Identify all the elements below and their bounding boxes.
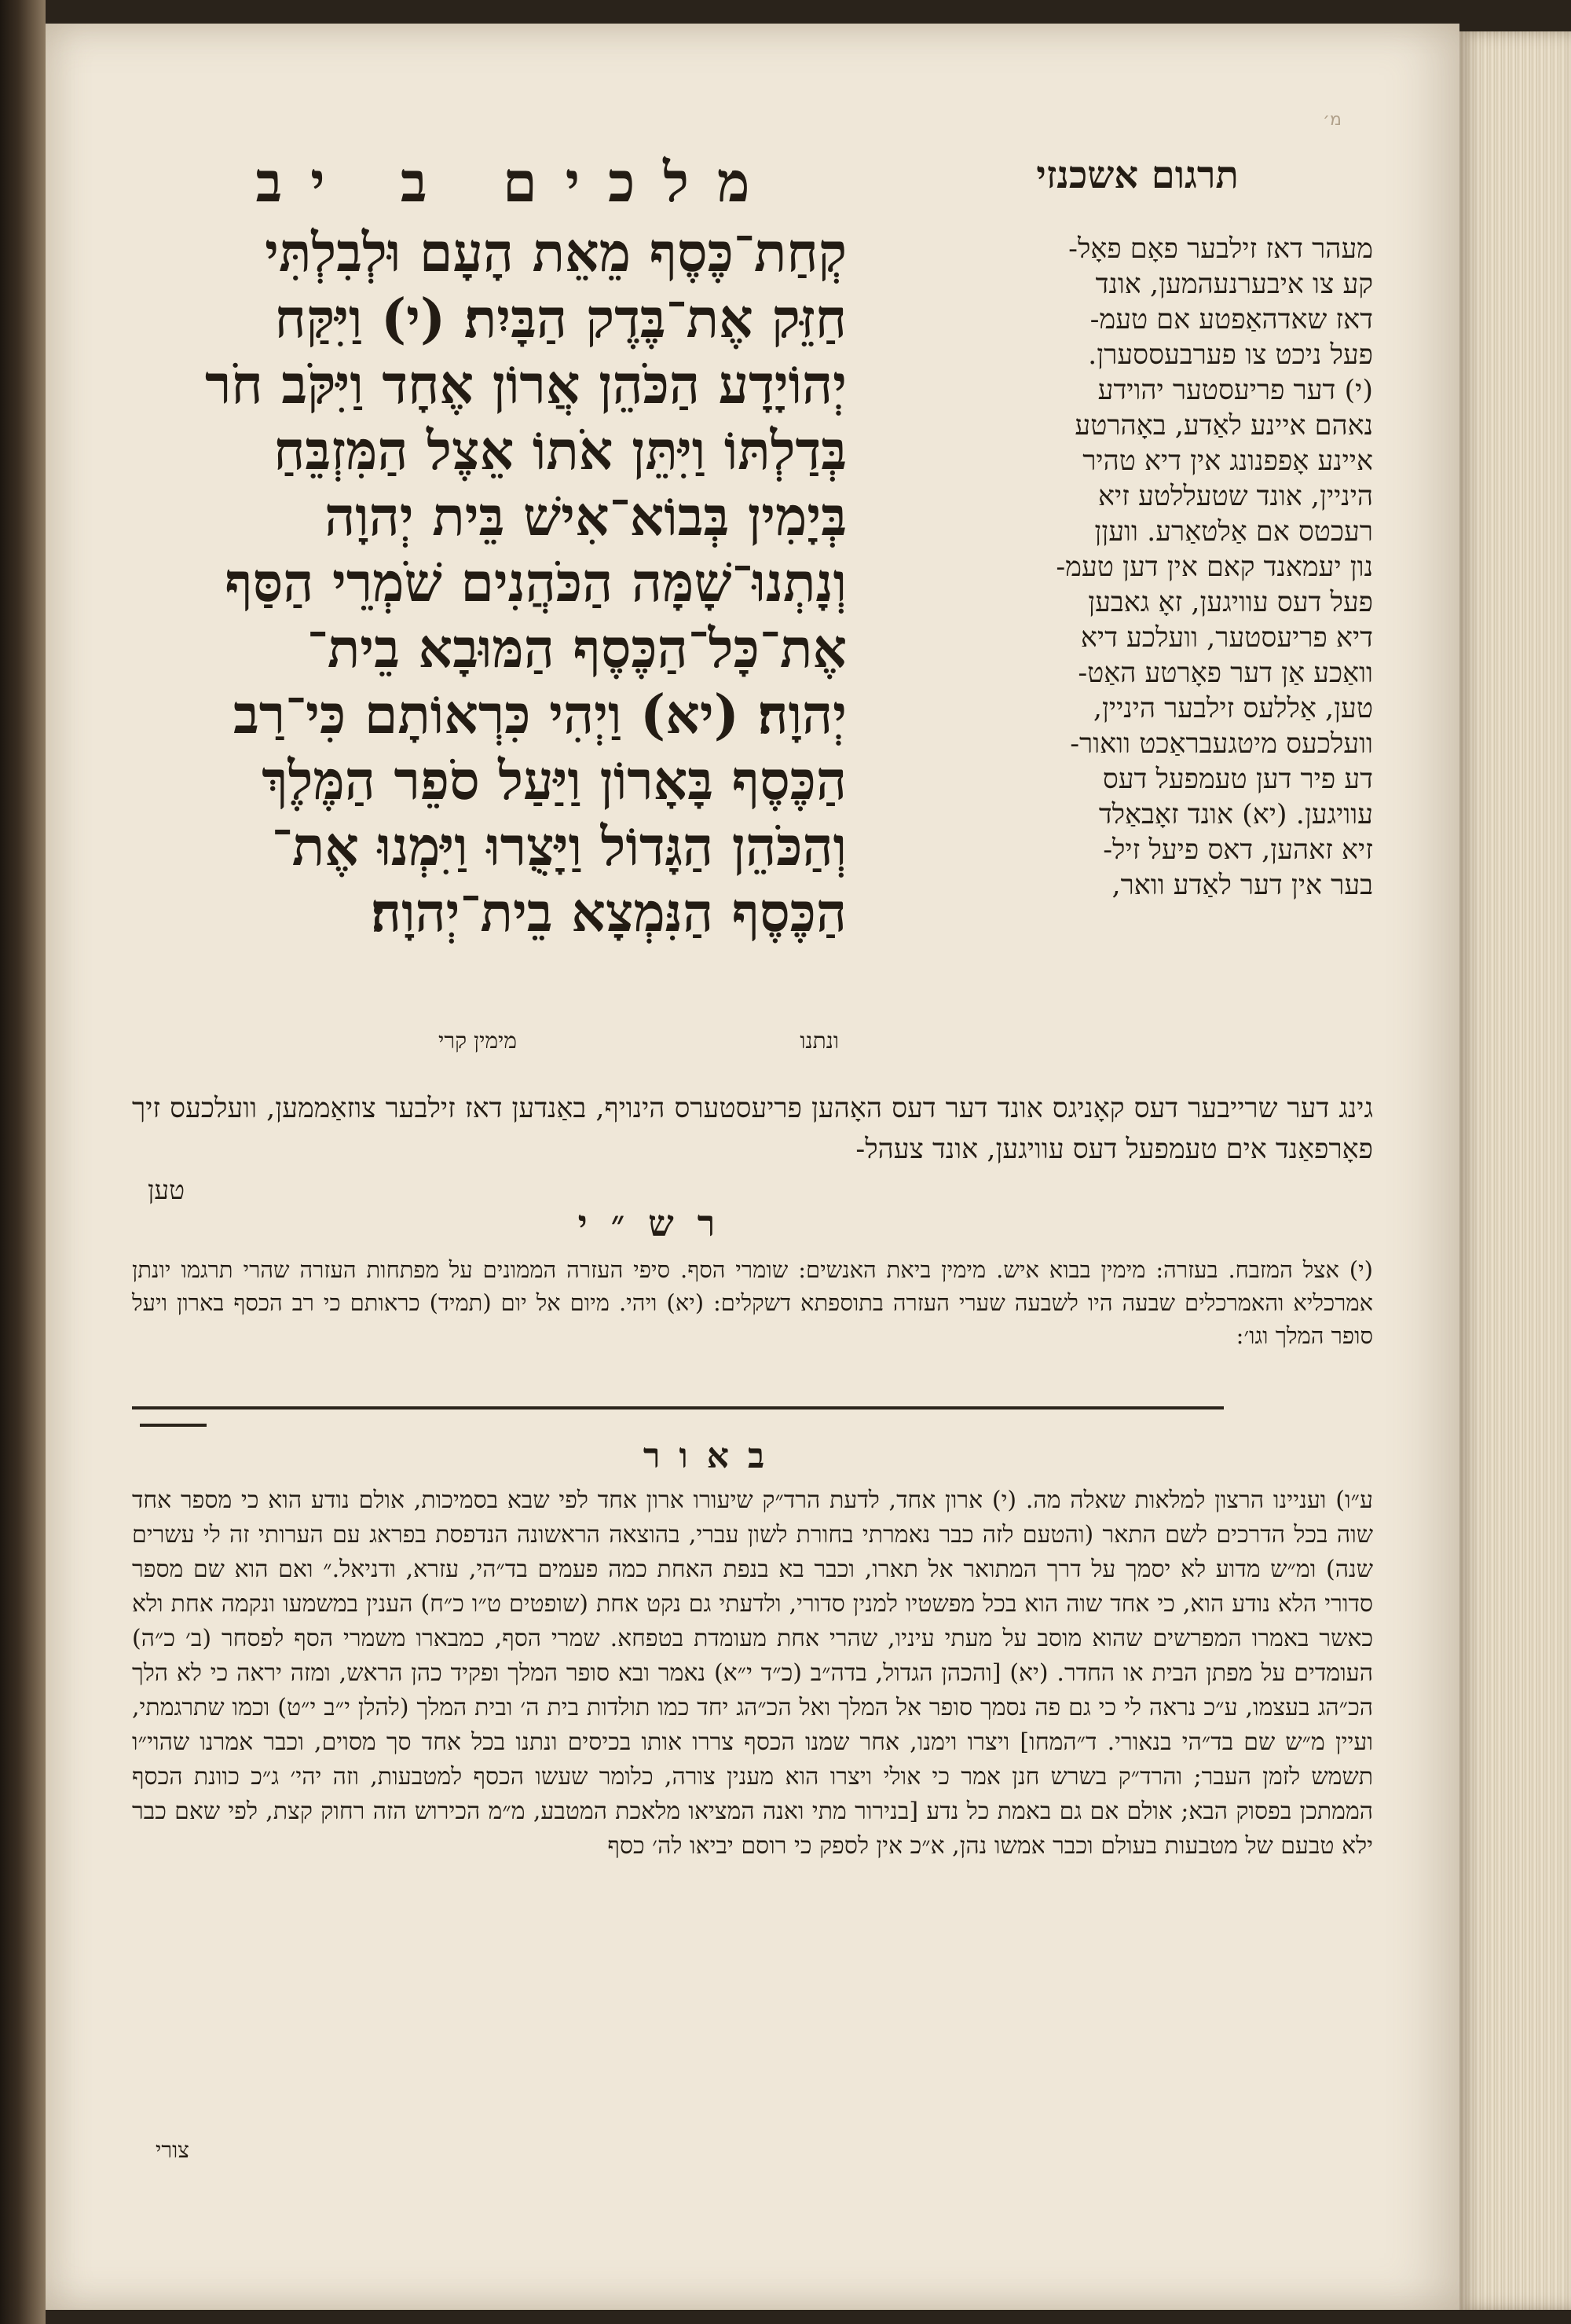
translation-line: איינע אָפפנונג אין דיא טהיר bbox=[1082, 445, 1373, 477]
translation-line: זיא זאהען, דאס פיעל זיל- bbox=[1103, 834, 1373, 866]
scripture-line: וְהַכֹּהֵן הַגָּדוֹל וַיָּצֻרוּ וַיִּמְנוּ אֶת־ bbox=[271, 816, 847, 878]
translation-line: טען, אַללעס זילבער היניין, bbox=[1093, 693, 1373, 724]
translation-line: עוויגען. (יא) אונד זאָבאַלד bbox=[1098, 799, 1373, 830]
yiddish-translation-continuation: גינג דער שרייבער דעס קאָניגס אונד דער דעס האָהען פריעסטערס הינויף, באַנדען דאז זילבער צוזאַממען, וועלכעס זיך פאָרפאַנד אים טעמפעל דעס עוויגען, אונד צעהל- bbox=[132, 1093, 1373, 1165]
translation-line: בער אין דער לאַדע וואר, bbox=[1111, 870, 1373, 901]
yiddish-translation-last-word: טען bbox=[148, 1175, 185, 1205]
translation-line: נון יעמאנד קאם אין דען טעמ- bbox=[1056, 552, 1373, 583]
scripture-line: הַכֶּסֶף הַנִּמְצָא בֵית־יְהוָה׃ bbox=[371, 882, 847, 944]
scripture-line: חַזֵּק אֶת־בֶּדֶק הַבָּיִת׃ (י) וַיִּקַּח bbox=[274, 288, 847, 350]
scripture-line: וְנָתְנוּ־שָׁמָּה הַכֹּהֲנִים שֹׁמְרֵי הַסַּף bbox=[225, 552, 847, 614]
masoretic-note-ketiv: ונתנו bbox=[800, 1028, 839, 1054]
translation-line: דיא פריעסטער, וועלכע דיא bbox=[1080, 622, 1373, 654]
translation-line: פעל דעס עוויגען, זאָ גאבען bbox=[1088, 587, 1373, 618]
translation-line: קע צו איבערנעהמען, אונד bbox=[1095, 269, 1373, 300]
scripture-line: יְהוֹיָדָע הַכֹּהֵן אֲרוֹן אֶחָד וַיִּקֹּב חֹר bbox=[205, 354, 847, 416]
translation-line: פעל ניכט צו פערבעססערן. bbox=[1088, 339, 1373, 371]
section-divider bbox=[132, 1406, 1224, 1409]
pencil-marginalia: מ׳ bbox=[1322, 110, 1342, 130]
section-divider-short bbox=[140, 1424, 207, 1427]
scripture-line: הַכֶּסֶף בָּאָרוֹן וַיַּעַל סֹפֵר הַמֶּלֶךְ bbox=[262, 750, 847, 812]
scripture-line: אֶת־כָּל־הַכֶּסֶף הַמּוּבָא בֵית־ bbox=[306, 618, 847, 680]
biur-heading: באור bbox=[643, 1436, 784, 1476]
translation-line: דע פיר דען טעמפעל דעס bbox=[1102, 764, 1373, 795]
book-binding-left bbox=[0, 0, 46, 2324]
translation-line: רעכטס אם אַלטאַרע. וועןן bbox=[1094, 516, 1373, 548]
scripture-line: בְּדַלְתּוֹ וַיִּתֵּן אֹתוֹ אֵצֶל הַמִּזְבֵּחַ bbox=[273, 420, 847, 482]
rashi-heading: רש״י bbox=[577, 1202, 739, 1244]
translation-line: היניין, אונד שטעללטע זיא bbox=[1098, 481, 1373, 512]
scripture-text-block bbox=[124, 220, 847, 1021]
rashi-commentary: (י) אצל המזבח. בעזרה: מימין בבוא איש. מימין ביאת האנשים: שומרי הסף. סיפי העזרה הממונים על מפתחות העזרה שהרי תרגמו יונתן אמרכליא והאמרכלים שבעה היו לשבעה שערי העזרה בתוספתא דשקלים: (יא) ויהי. מיום אל יום (תמיד) כראותם כי רב הכסף בארון ויעל סופר המלך וגו׳: bbox=[132, 1256, 1373, 1349]
masoretic-note-qere: מימין קרי bbox=[438, 1028, 517, 1054]
yiddish-translation-column bbox=[862, 232, 1373, 1080]
translation-line: מעהר דאז זילבער פאָם פאָל- bbox=[1068, 233, 1373, 265]
biur-commentary: ע״ו) ועניינו הרצון למלאות שאלה מה. (י) ארון אחד, לדעת הרד״ק שיעורו ארון אחד לפי שבא בסמיכות, אולם נודע הוא כי מספר אחד שוה בכל הדרכים לשם התאר (והטעם לזה כבר נאמרתי בחורת לשון עברי, בהוצאה הראשונה הנדפסת בפראג עם הערותי זה לי עשרים שנה) ומ״ש מדוע לא יסמך על דרך המתואר אל תארו, וכבר בא בנפת האחת כמה פעמים בד״הי, עזרא, ודניאל.״ ואם הוא שם מספר סדורי הלא נודע הוא, כי אחד שוה הוא בכל מפשטיו למנין סדורי, ולדעתי גם נקט אחת (שופטים ט״ו כ״ח) הענין במשמעו ונקמה אחת ולא כאשר באמרו המפרשים שהוא מוסב על מעתי עיניו, שהרי אחת מעומדת בטפחא. שמרי הסף, כמבארו משמרי הסף לפסחר (ב׳ כ״ה) העומדים על מפתן הבית או החדר. (יא) [והכהן הגדול, בדה״ב (כ״ד י״א) נאמר ובא סופר המלך ופקיד כהן הראש, ומזה יראה כי לא הלך הכ״הג בעצמו, ע״כ נראה לי כי גם פה נסמך סופר אל המלך ואל הכ״הג יחד כמו תולדות בית ה׳ ובית המלך (להלן י״ב י״ט) וכמו שתרגמתי, ועיין מ״ש שם בד״הי בנאורי. ד״המחו] ויצרו וימנו, אחר שמנו הכסף צררו אותו בכיסים ונתנו בכל אחד סך מסוים, וכבר אמרנו שהוי״ו תשמש לזמן העבר; והרד״ק בשרש חנן אמר כי אולי ויצרו הוא מענין צורה, כלומר שעשו הכסף למטבעות, וזה יהי׳ ג״כ כוונת הכסף הממתכן בפסוק הבא; אולם אם גם באמת כל נדע [בנירור מתי ואנה המציאו מלאכת המטבע, מ״מ הכירוש הזה רחוק קצת, לפי שאם כבר ילא טבעם של מטבעות בעולם וכבר אמשו נהן, א״כ אין לספק כי רוסם יביאו לה׳ כסף bbox=[132, 1486, 1373, 1860]
page-stack-edges bbox=[1459, 31, 1571, 2310]
catchword: צורי bbox=[156, 2137, 189, 2163]
masoretic-notes bbox=[132, 1028, 855, 1059]
scripture-line: יְהוָה׃ (יא) וַיְהִי כִּרְאוֹתָם כִּי־רַב bbox=[233, 684, 847, 746]
book-page bbox=[46, 24, 1459, 2310]
running-header-book: מלכים ב יב bbox=[255, 149, 778, 214]
translation-line: נאהם איינע לאַדע, באָהרטע bbox=[1075, 410, 1373, 442]
translation-line: וועלכעס מיטגעבראַכט וואור- bbox=[1070, 728, 1373, 760]
translation-line: וואַכע אַן דער פאָרטע האַט- bbox=[1078, 658, 1373, 689]
translation-line: דאז שאדהאַפטע אם טעמ- bbox=[1089, 304, 1373, 335]
scripture-line: קְחַת־כֶּסֶף מֵאֵת הָעָם וּלְבִלְתִּי bbox=[265, 222, 847, 284]
translation-line: (י) דער פריעסטער יהוידע bbox=[1097, 375, 1373, 406]
scripture-line: בְּיָמִין בְּבוֹא־אִישׁ בֵּית יְהוָה bbox=[324, 486, 847, 548]
running-header-commentary: תרגום אשכנזי bbox=[1036, 153, 1239, 197]
